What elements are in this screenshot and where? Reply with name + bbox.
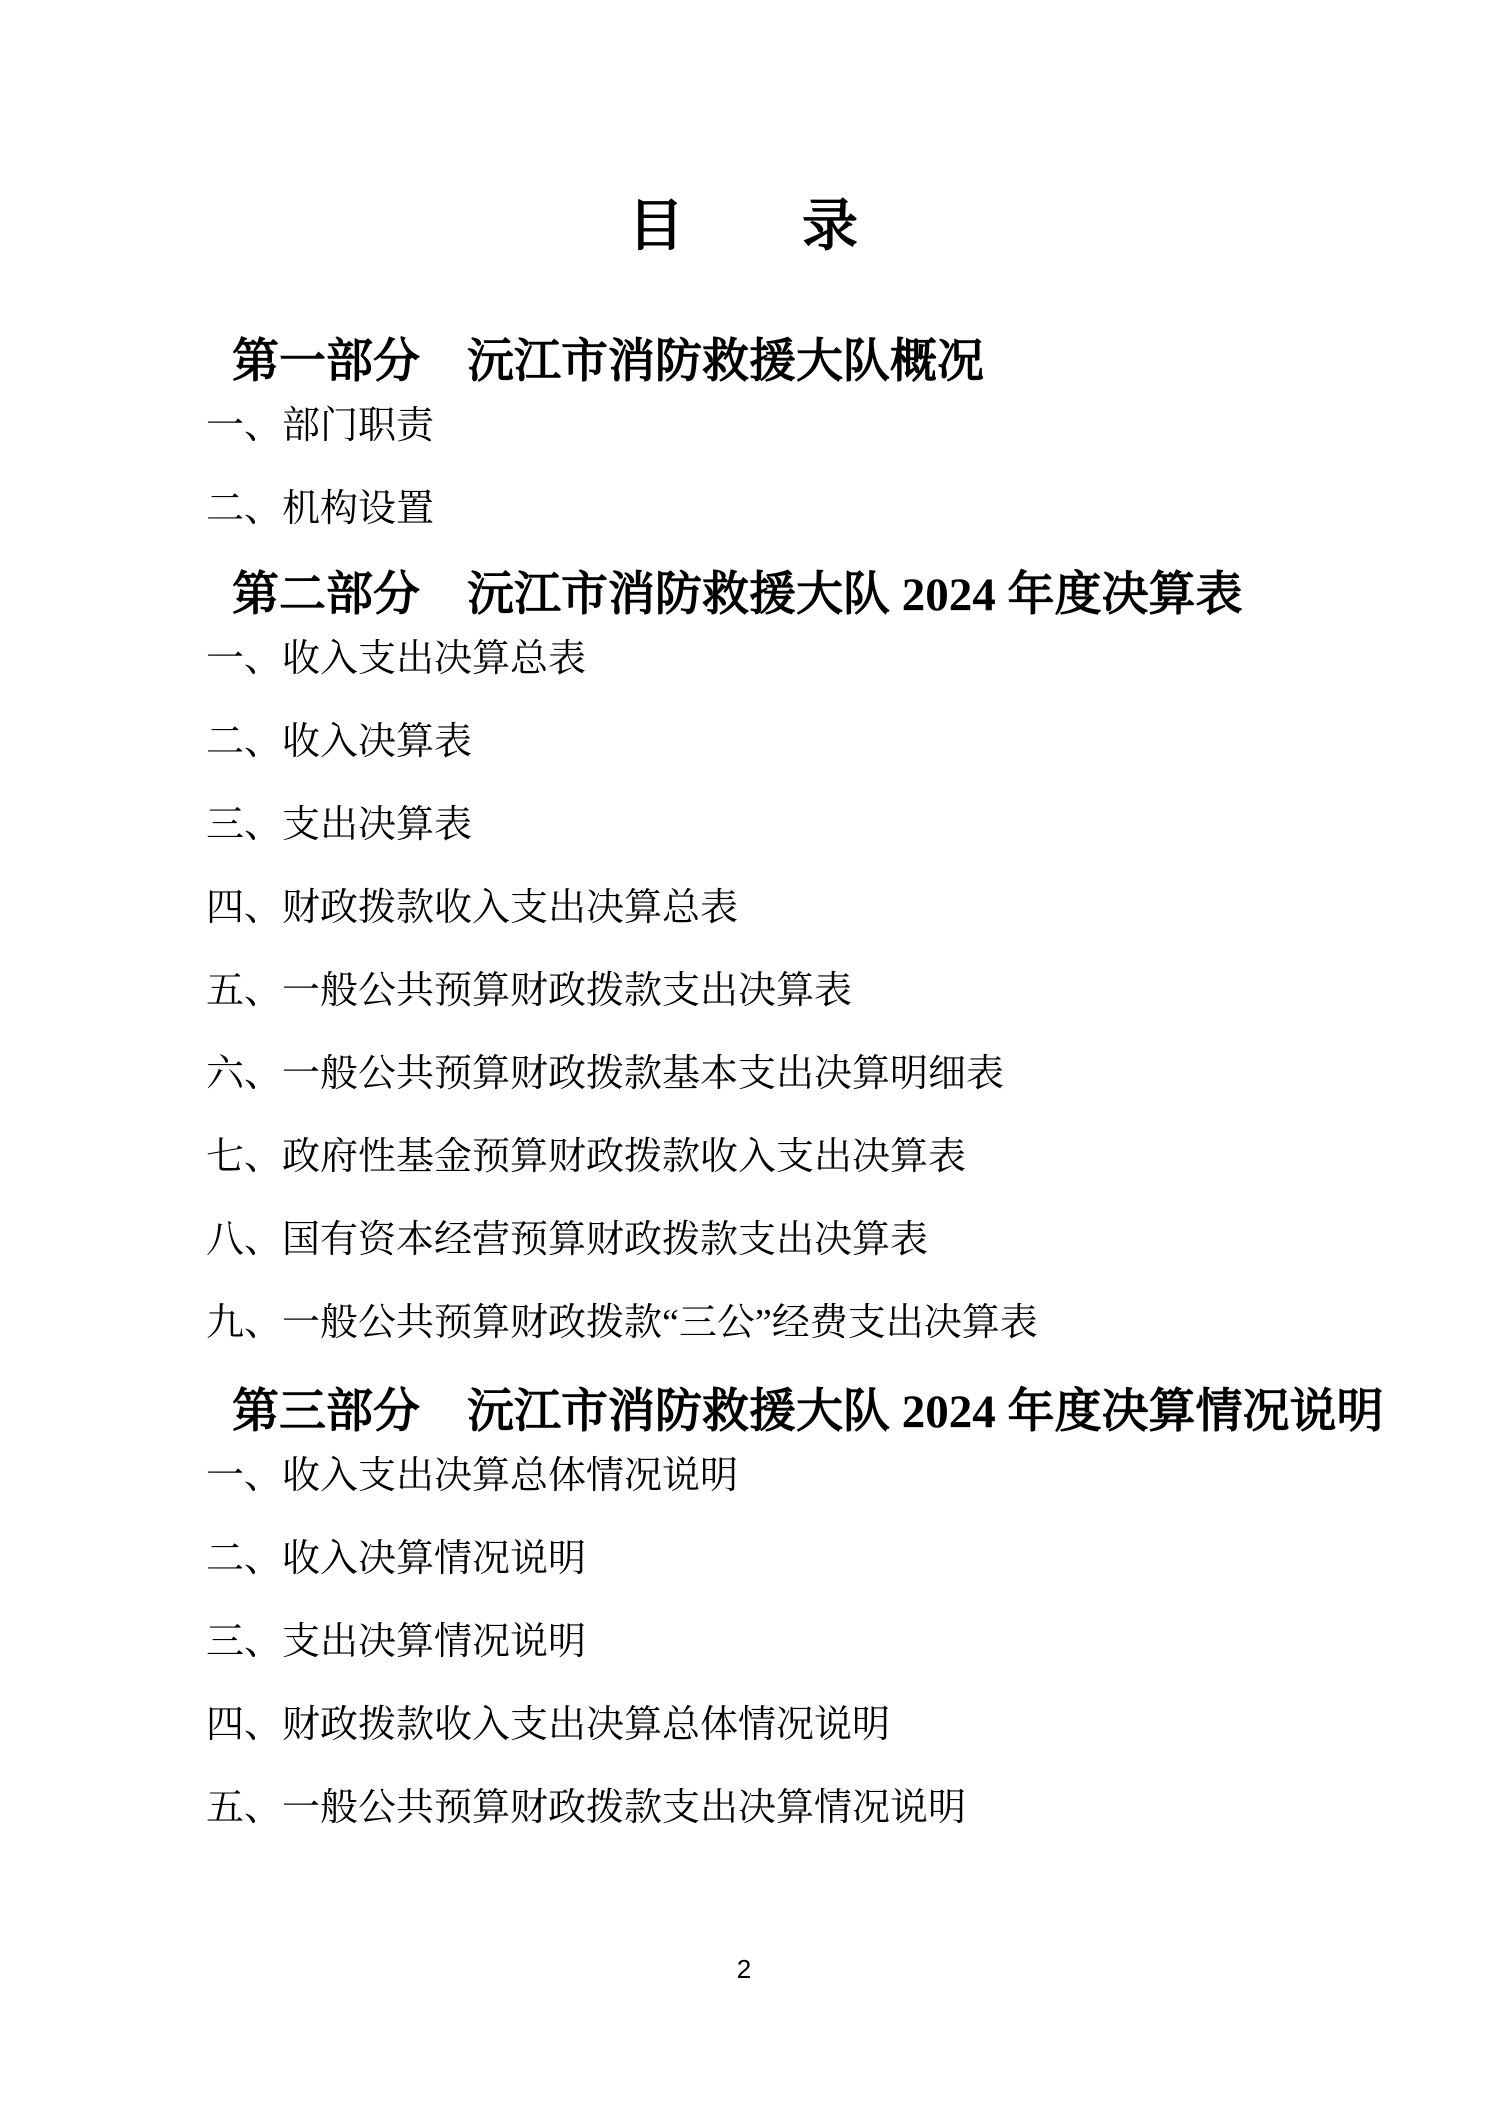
toc-item: 九、一般公共预算财政拨款“三公”经费支出决算表	[206, 1301, 1038, 1344]
section-heading-part2: 第二部分 沅江市消防救援大队 2024 年度决算表	[232, 568, 1243, 621]
toc-item: 一、收入支出决算总体情况说明	[206, 1454, 739, 1497]
section-heading-part3: 第三部分 沅江市消防救援大队 2024 年度决算情况说明	[232, 1385, 1384, 1438]
toc-item: 六、一般公共预算财政拨款基本支出决算明细表	[206, 1052, 1005, 1095]
page-number: 2	[736, 1954, 752, 1984]
toc-item: 四、财政拨款收入支出决算总体情况说明	[206, 1703, 891, 1746]
toc-item: 二、机构设置	[206, 487, 435, 530]
toc-item: 三、支出决算表	[206, 803, 473, 846]
toc-item: 五、一般公共预算财政拨款支出决算表	[206, 969, 853, 1012]
toc-item: 二、收入决算表	[206, 720, 473, 763]
toc-item: 四、财政拨款收入支出决算总表	[206, 886, 739, 929]
toc-item: 二、收入决算情况说明	[206, 1537, 587, 1580]
toc-title: 目 录	[628, 196, 860, 258]
toc-item: 八、国有资本经营预算财政拨款支出决算表	[206, 1218, 929, 1261]
toc-item: 一、收入支出决算总表	[206, 637, 587, 680]
toc-item: 五、一般公共预算财政拨款支出决算情况说明	[206, 1786, 967, 1829]
toc-item: 三、支出决算情况说明	[206, 1620, 587, 1663]
toc-item: 七、政府性基金预算财政拨款收入支出决算表	[206, 1135, 967, 1178]
section-heading-part1: 第一部分 沅江市消防救援大队概况	[232, 335, 984, 388]
toc-item: 一、部门职责	[206, 404, 435, 447]
